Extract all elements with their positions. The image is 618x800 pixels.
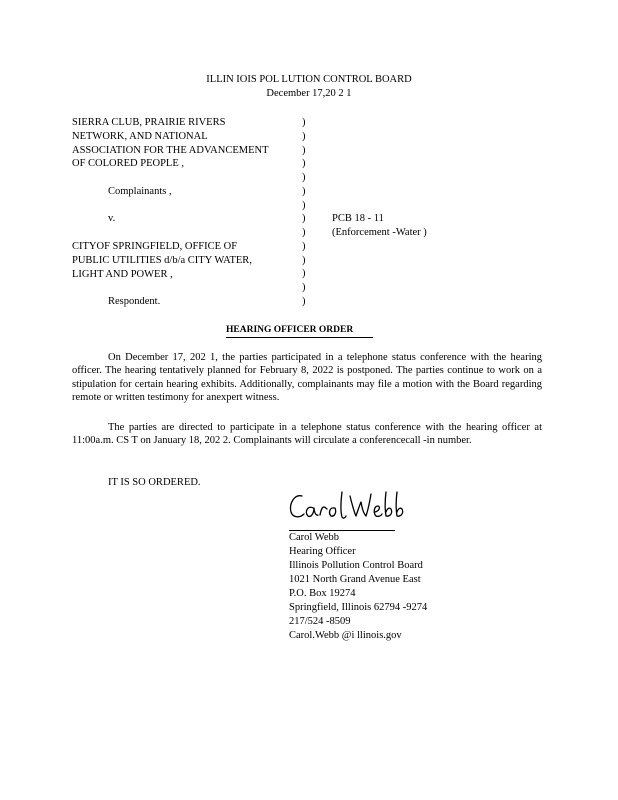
paren: ) <box>302 130 306 142</box>
case-number: PCB 18 - 11 <box>332 213 384 224</box>
versus-label: v. <box>108 213 116 224</box>
signer-organization: Illinois Pollution Control Board <box>289 560 423 571</box>
paren: ) <box>302 240 306 252</box>
handwritten-signature <box>286 486 416 531</box>
case-type: (Enforcement -Water ) <box>332 227 427 238</box>
paren: ) <box>302 227 306 238</box>
closing-statement: IT IS SO ORDERED. <box>108 477 201 488</box>
board-name: ILLIN IOIS POL LUTION CONTROL BOARD <box>206 74 412 85</box>
complainant-line: ASSOCIATION FOR THE ADVANCEMENT <box>72 144 269 156</box>
address-po-box: P.O. Box 19274 <box>289 588 356 599</box>
complainant-line: SIERRA CLUB, PRAIRIE RIVERS <box>72 117 226 128</box>
paren: ) <box>302 185 306 197</box>
paren: ) <box>302 254 306 266</box>
paren: ) <box>302 172 306 183</box>
signer-name: Carol Webb <box>289 532 339 543</box>
signature-block <box>289 531 427 643</box>
email-address: Carol.Webb @i llinois.gov <box>289 630 402 641</box>
respondent-label: Respondent. <box>108 296 161 307</box>
body-paragraph-2: The parties are directed to participate in a telephone status conference with the hearing officer at 11:00a.m. CS T on January 18, 202 2. Complainants will circulate a conferencecall -in number. <box>72 422 542 447</box>
complainant-line: OF COLORED PEOPLE , <box>72 158 185 170</box>
order-heading: HEARING OFFICER ORDER <box>226 324 373 338</box>
paren: ) <box>302 213 306 225</box>
order-date: December 17,20 2 1 <box>266 88 352 99</box>
paren: ) <box>302 282 306 293</box>
respondent-line: CITYOF SPRINGFIELD, OFFICE OF <box>72 241 238 252</box>
address-street: 1021 North Grand Avenue East <box>289 574 421 585</box>
paren: ) <box>302 117 306 128</box>
complainants-block <box>72 116 269 171</box>
complainants-label: Complainants , <box>108 186 172 197</box>
paren: ) <box>302 144 306 156</box>
body-paragraph-1: On December 17, 202 1, the parties participated in a telephone status conference with the hearing officer. The hearing tentatively planned for February 8, 2022 is postponed. The parties continue to work on a stipulation for certain hearing exhibits. Additionally, complainants may file a motion with the Board regarding remote or written testimony for anexpert witness. <box>72 352 542 404</box>
paren: ) <box>302 268 306 280</box>
phone-number: 217/524 -8509 <box>289 616 351 627</box>
paren: ) <box>302 295 306 307</box>
respondent-line: PUBLIC UTILITIES d/b/a CITY WATER, <box>72 254 252 266</box>
address-city: Springfield, Illinois 62794 -9274 <box>289 602 428 613</box>
respondent-line: LIGHT AND POWER , <box>72 268 173 280</box>
caption-parentheses <box>302 116 306 309</box>
complainant-line: NETWORK, AND NATIONAL <box>72 130 208 142</box>
signer-title: Hearing Officer <box>289 546 356 557</box>
respondent-block <box>72 240 252 281</box>
paren: ) <box>302 158 306 170</box>
paren: ) <box>302 199 306 211</box>
